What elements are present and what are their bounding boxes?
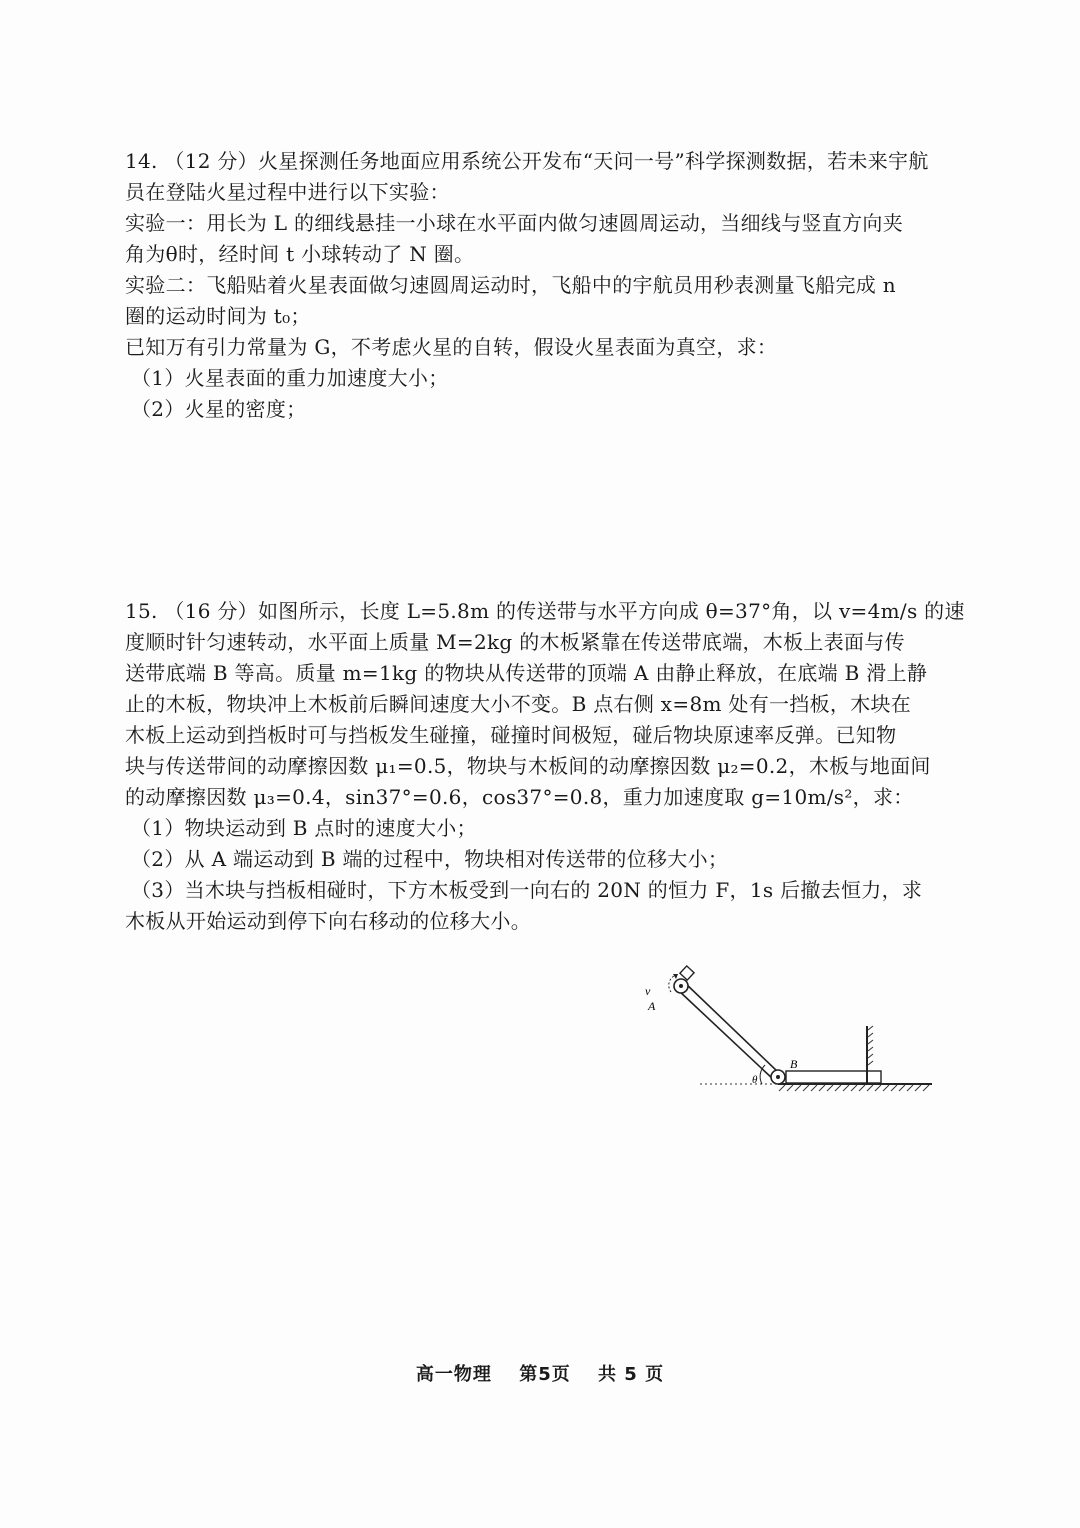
problem-14-line: 实验一：用长为 L 的细线悬挂一小球在水平面内做匀速圆周运动，当细线与竖直方向夹: [125, 211, 903, 235]
problem-15: [125, 596, 965, 937]
problem-15-line: 块与传送带间的动摩擦因数 μ₁=0.5，物块与木板间的动摩擦因数 μ₂=0.2，木板与地面间: [125, 754, 931, 778]
problem-14-line: 员在登陆火星过程中进行以下实验：: [125, 180, 450, 204]
label-v: v: [645, 984, 651, 998]
belt-upper-edge: [684, 982, 778, 1072]
conveyor-belt-diagram: [640, 960, 950, 1100]
label-b: B: [790, 1057, 798, 1071]
footer-subject: 高一物理: [415, 1364, 492, 1385]
problem-15-question: （2）从 A 端运动到 B 端的过程中，物块相对传送带的位移大小；: [131, 847, 729, 871]
problem-15-line: 止的木板，物块冲上木板前后瞬间速度大小不变。B 点右侧 x=8m 处有一挡板，木块在: [125, 692, 912, 716]
problem-15-line: 的动摩擦因数 μ₃=0.4，sin37°=0.6，cos37°=0.8，重力加速度取 g=10m/s²，求：: [125, 785, 914, 809]
ground-hatching: [779, 1085, 929, 1091]
footer-total-pages: 共 5 页: [598, 1364, 665, 1385]
block: [680, 966, 694, 980]
problem-15-line: 度顺时针匀速转动，水平面上质量 M=2kg 的木板紧靠在传送带底端，木板上表面与传: [125, 630, 905, 654]
problem-14-question: （2）火星的密度；: [131, 397, 307, 421]
problem-15-line: 15. （16 分）如图所示，长度 L=5.8m 的传送带与水平方向成 θ=37°角，以 v=4m/s 的速: [125, 599, 965, 623]
problem-15-line: 送带底端 B 等高。质量 m=1kg 的物块从传送带的顶端 A 由静止释放，在底端 B 滑上静: [125, 661, 928, 685]
label-a: A: [648, 999, 656, 1013]
footer-page-number: 第5页: [519, 1364, 571, 1385]
belt-lower-edge: [678, 990, 774, 1080]
problem-14-line: 圈的运动时间为 t₀；: [125, 304, 311, 328]
label-theta: θ: [752, 1074, 758, 1086]
problem-14: [125, 146, 935, 425]
problem-15-question-cont: 木板从开始运动到停下向右移动的位移大小。: [125, 909, 531, 933]
problem-15-question: （3）当木块与挡板相碰时，下方木板受到一向右的 20N 的恒力 F，1s 后撤去恒力，求: [131, 878, 923, 902]
problem-15-line: 木板上运动到挡板时可与挡板发生碰撞，碰撞时间极短，碰后物块原速率反弹。已知物: [125, 723, 897, 747]
problem-14-line: 角为θ时，经时间 t 小球转动了 N 圈。: [125, 242, 475, 266]
problem-14-line: 已知万有引力常量为 G，不考虑火星的自转，假设火星表面为真空，求：: [125, 335, 778, 359]
problem-15-question: （1）物块运动到 B 点时的速度大小；: [131, 816, 477, 840]
problem-14-line: 14. （12 分）火星探测任务地面应用系统公开发布“天问一号”科学探测数据，若未来宇航: [125, 149, 929, 173]
page-footer: [0, 1360, 1080, 1386]
problem-14-question: （1）火星表面的重力加速度大小；: [131, 366, 449, 390]
problem-14-line: 实验二：飞船贴着火星表面做匀速圆周运动时，飞船中的宇航员用秒表测量飞船完成 n: [125, 273, 896, 297]
